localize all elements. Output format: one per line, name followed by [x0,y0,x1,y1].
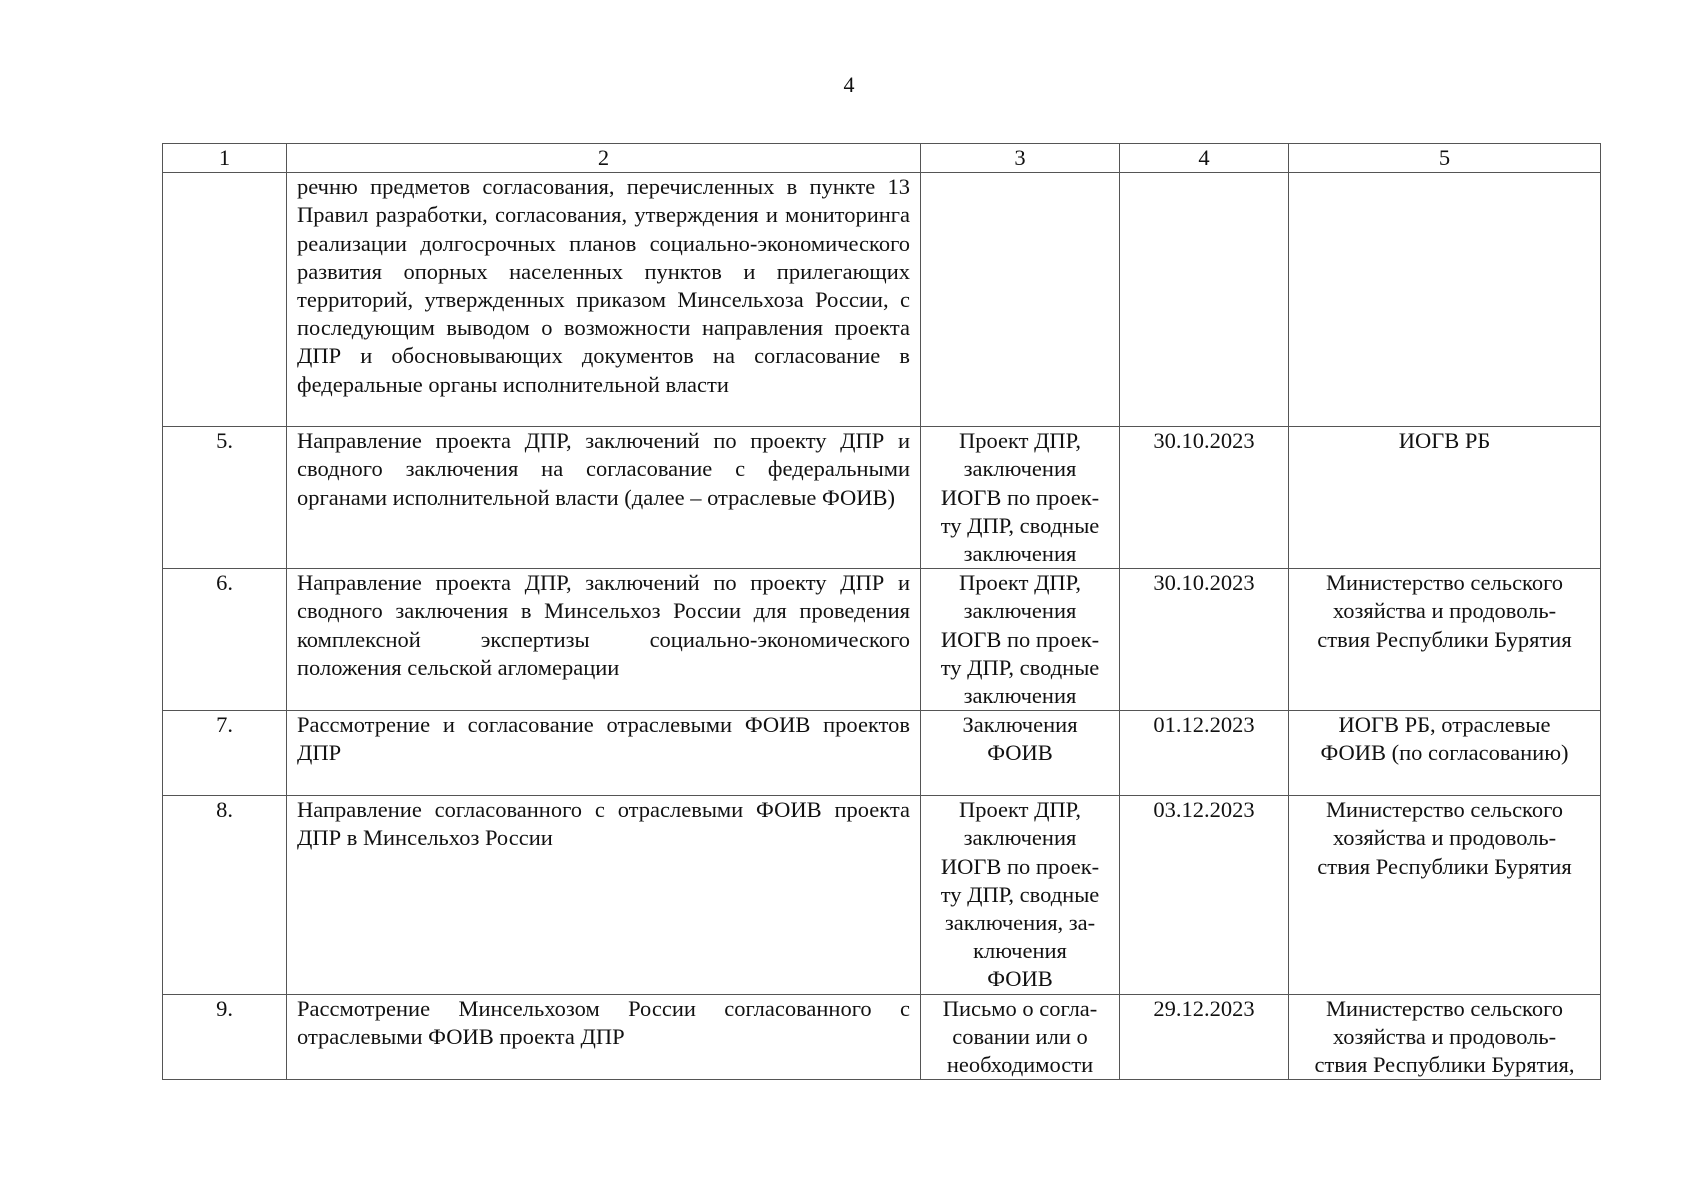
table-row [163,569,1601,711]
column-header: 3 [921,144,1120,173]
row-description-cell: речню предметов согласования, перечисленных в пункте 13 Правил разработки, согласования, утверждения и мониторинга реализации долгосрочных планов социально-экономического развития опорных населенных пунктов и прилегающих территорий, утвержденных приказом Минсельхоза России, с последующим выводом о возможности направления проекта ДПР и обосновывающих документов на согласование в федеральные органы исполнительной власти [287,173,921,427]
row-responsible-cell [1289,427,1601,569]
row-date-cell: 29.12.2023 [1120,994,1289,1080]
table-row [163,711,1601,796]
row-date-cell: 30.10.2023 [1120,427,1289,569]
row-responsible-text: Министерство сельского хозяйства и продоволь- ствия Республики Бурятия, [1314,995,1575,1078]
column-header: 1 [163,144,287,173]
table-row [163,427,1601,569]
table-row [163,796,1601,994]
row-document-cell [921,711,1120,796]
row-responsible-cell [1289,994,1601,1080]
row-number-cell: 8. [163,796,287,994]
row-responsible-text: Министерство сельского хозяйства и продоволь- ствия Республики Бурятия [1317,570,1572,652]
row-description-cell: Рассмотрение и согласование отраслевыми ФОИВ проектов ДПР [287,711,921,796]
row-document-text: Письмо о согла- совании или о необходимости [942,995,1098,1078]
row-date-cell: 30.10.2023 [1120,569,1289,711]
row-document-text: Заключения ФОИВ [962,712,1078,766]
row-description-cell: Направление проекта ДПР, заключений по проекту ДПР и сводного заключения на согласование с федеральными органами исполнительной власти (далее – отраслевые ФОИВ) [287,427,921,569]
page-number: 4 [843,72,855,97]
row-document-cell [921,994,1120,1080]
row-date-cell: 01.12.2023 [1120,711,1289,796]
column-header: 2 [287,144,921,173]
row-document-cell [921,796,1120,994]
row-number-cell: 9. [163,994,287,1080]
row-document-cell [921,569,1120,711]
row-date-cell [1120,173,1289,427]
row-document-text: Проект ДПР, заключения ИОГВ по проек- ту ДПР, сводные заключения, за- ключения ФОИВ [940,797,1100,992]
row-date-cell: 03.12.2023 [1120,796,1289,994]
row-responsible-cell [1289,173,1601,427]
row-responsible-cell [1289,796,1601,994]
table-row [163,994,1601,1080]
row-responsible-text: ИОГВ РБ [1398,428,1491,454]
row-document-text: Проект ДПР, заключения ИОГВ по проек- ту ДПР, сводные заключения [940,428,1100,567]
row-description-cell: Направление проекта ДПР, заключений по проекту ДПР и сводного заключения в Минсельхоз России для проведения комплексной экспертизы социально-экономического положения сельской агломерации [287,569,921,711]
row-responsible-text: Министерство сельского хозяйства и продоволь- ствия Республики Бурятия [1317,797,1572,879]
row-number-cell: 6. [163,569,287,711]
row-number-cell: 7. [163,711,287,796]
row-document-text: Проект ДПР, заключения ИОГВ по проек- ту ДПР, сводные заключения [940,570,1100,709]
row-document-cell [921,427,1120,569]
table-row [163,173,1601,427]
row-responsible-text: ИОГВ РБ, отраслевые ФОИВ (по согласованию) [1320,712,1569,766]
row-document-cell [921,173,1120,427]
row-responsible-cell [1289,569,1601,711]
row-number-cell: 5. [163,427,287,569]
row-number-cell [163,173,287,427]
column-header: 4 [1120,144,1289,173]
plan-table [162,143,1601,1080]
column-header: 5 [1289,144,1601,173]
row-responsible-cell [1289,711,1601,796]
row-description-cell: Рассмотрение Минсельхозом России согласованного с отраслевыми ФОИВ проекта ДПР [287,994,921,1080]
row-description-cell: Направление согласованного с отраслевыми ФОИВ проекта ДПР в Минсельхоз России [287,796,921,994]
table-header-row [163,144,1601,173]
